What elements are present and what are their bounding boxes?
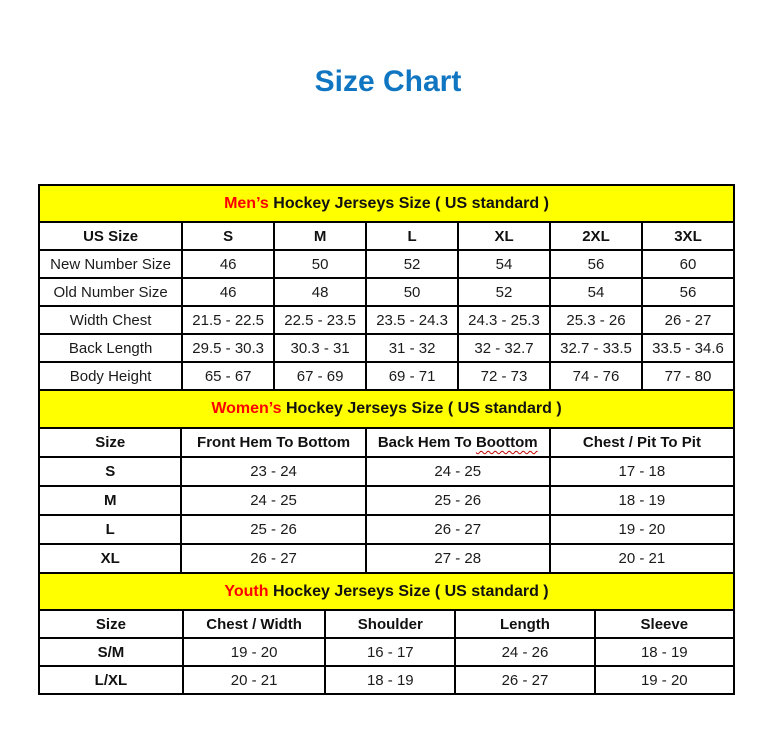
youth-section-header: Youth Hockey Jerseys Size ( US standard ) — [39, 573, 734, 610]
womens-section-accent: Women’s — [211, 400, 282, 417]
womens-row-label: S — [39, 457, 181, 486]
mens-cell: 33.5 - 34.6 — [642, 334, 734, 362]
mens-cell: 50 — [366, 278, 458, 306]
mens-row-label: Body Height — [39, 362, 182, 390]
womens-cell: 26 - 27 — [366, 515, 550, 544]
womens-cell: 25 - 26 — [366, 486, 550, 515]
mens-cell: 48 — [274, 278, 366, 306]
mens-cell: 69 - 71 — [366, 362, 458, 390]
mens-cell: 77 - 80 — [642, 362, 734, 390]
womens-header-row — [39, 428, 734, 457]
womens-cell: 19 - 20 — [550, 515, 734, 544]
mens-cell: 22.5 - 23.5 — [274, 306, 366, 334]
womens-cell: 23 - 24 — [181, 457, 365, 486]
womens-table-row — [39, 486, 734, 515]
page-title: Size Chart — [314, 65, 462, 98]
womens-cell: 20 - 21 — [550, 544, 734, 573]
mens-cell: 32.7 - 33.5 — [550, 334, 642, 362]
mens-cell: 46 — [182, 250, 274, 278]
mens-cell: 54 — [458, 250, 550, 278]
mens-cell: 65 - 67 — [182, 362, 274, 390]
youth-column-header: Chest / Width — [183, 610, 325, 638]
mens-table-row — [39, 278, 734, 306]
womens-row-label: M — [39, 486, 181, 515]
womens-row-label: XL — [39, 544, 181, 573]
womens-cell: 24 - 25 — [366, 457, 550, 486]
mens-cell: 72 - 73 — [458, 362, 550, 390]
mens-cell: 23.5 - 24.3 — [366, 306, 458, 334]
mens-cell: 67 - 69 — [274, 362, 366, 390]
mens-column-header: 3XL — [642, 222, 734, 250]
youth-column-header: Sleeve — [595, 610, 734, 638]
womens-row-label: L — [39, 515, 181, 544]
mens-table-row — [39, 362, 734, 390]
mens-row-label: Width Chest — [39, 306, 182, 334]
mens-table-row — [39, 334, 734, 362]
mens-cell: 54 — [550, 278, 642, 306]
mens-cell: 56 — [550, 250, 642, 278]
youth-section-accent: Youth — [224, 582, 269, 600]
mens-cell: 56 — [642, 278, 734, 306]
womens-cell: 17 - 18 — [550, 457, 734, 486]
youth-cell: 26 - 27 — [455, 666, 594, 694]
youth-cell: 24 - 26 — [455, 638, 594, 666]
mens-header-row — [39, 222, 734, 250]
womens-section-header: Women’s Hockey Jerseys Size ( US standard ) — [39, 390, 734, 428]
mens-section-accent: Men’s — [224, 194, 269, 212]
mens-row-label: New Number Size — [39, 250, 182, 278]
misspelled-word: Boottom — [475, 434, 538, 451]
womens-table-row — [39, 457, 734, 486]
youth-column-header: Length — [455, 610, 594, 638]
mens-size-table — [38, 184, 735, 391]
womens-column-header: Chest / Pit To Pit — [550, 428, 734, 457]
womens-cell: 25 - 26 — [181, 515, 365, 544]
womens-cell: 24 - 25 — [181, 486, 365, 515]
youth-cell: 19 - 20 — [183, 638, 325, 666]
mens-cell: 31 - 32 — [366, 334, 458, 362]
mens-column-header: 2XL — [550, 222, 642, 250]
mens-column-header: US Size — [39, 222, 182, 250]
mens-column-header: L — [366, 222, 458, 250]
youth-row-label: S/M — [39, 638, 183, 666]
mens-cell: 30.3 - 31 — [274, 334, 366, 362]
mens-cell: 52 — [366, 250, 458, 278]
youth-cell: 18 - 19 — [595, 638, 734, 666]
mens-cell: 46 — [182, 278, 274, 306]
mens-column-header: S — [182, 222, 274, 250]
womens-table-row — [39, 544, 734, 573]
youth-cell: 16 - 17 — [325, 638, 455, 666]
youth-table-row — [39, 638, 734, 666]
youth-header-row — [39, 610, 734, 638]
mens-row-label: Back Length — [39, 334, 182, 362]
youth-cell: 18 - 19 — [325, 666, 455, 694]
mens-table-row — [39, 250, 734, 278]
mens-cell: 52 — [458, 278, 550, 306]
youth-cell: 19 - 20 — [595, 666, 734, 694]
mens-section-header: Men’s Hockey Jerseys Size ( US standard ) — [39, 185, 734, 222]
mens-cell: 25.3 - 26 — [550, 306, 642, 334]
mens-cell: 50 — [274, 250, 366, 278]
womens-column-header: Front Hem To Bottom — [181, 428, 365, 457]
mens-cell: 60 — [642, 250, 734, 278]
mens-column-header: M — [274, 222, 366, 250]
youth-column-header: Shoulder — [325, 610, 455, 638]
womens-cell: 27 - 28 — [366, 544, 550, 573]
womens-column-header: Size — [39, 428, 181, 457]
youth-row-label: L/XL — [39, 666, 183, 694]
womens-cell: 26 - 27 — [181, 544, 365, 573]
mens-cell: 26 - 27 — [642, 306, 734, 334]
mens-row-label: Old Number Size — [39, 278, 182, 306]
womens-column-header: Back Hem To Boottom — [366, 428, 550, 457]
mens-cell: 21.5 - 22.5 — [182, 306, 274, 334]
womens-table-row — [39, 515, 734, 544]
mens-cell: 32 - 32.7 — [458, 334, 550, 362]
mens-column-header: XL — [458, 222, 550, 250]
mens-table-row — [39, 306, 734, 334]
youth-size-table — [38, 572, 735, 695]
mens-cell: 29.5 - 30.3 — [182, 334, 274, 362]
womens-size-table — [38, 389, 735, 574]
youth-cell: 20 - 21 — [183, 666, 325, 694]
mens-cell: 24.3 - 25.3 — [458, 306, 550, 334]
size-chart-tables — [38, 184, 735, 695]
mens-cell: 74 - 76 — [550, 362, 642, 390]
youth-table-row — [39, 666, 734, 694]
womens-cell: 18 - 19 — [550, 486, 734, 515]
youth-column-header: Size — [39, 610, 183, 638]
